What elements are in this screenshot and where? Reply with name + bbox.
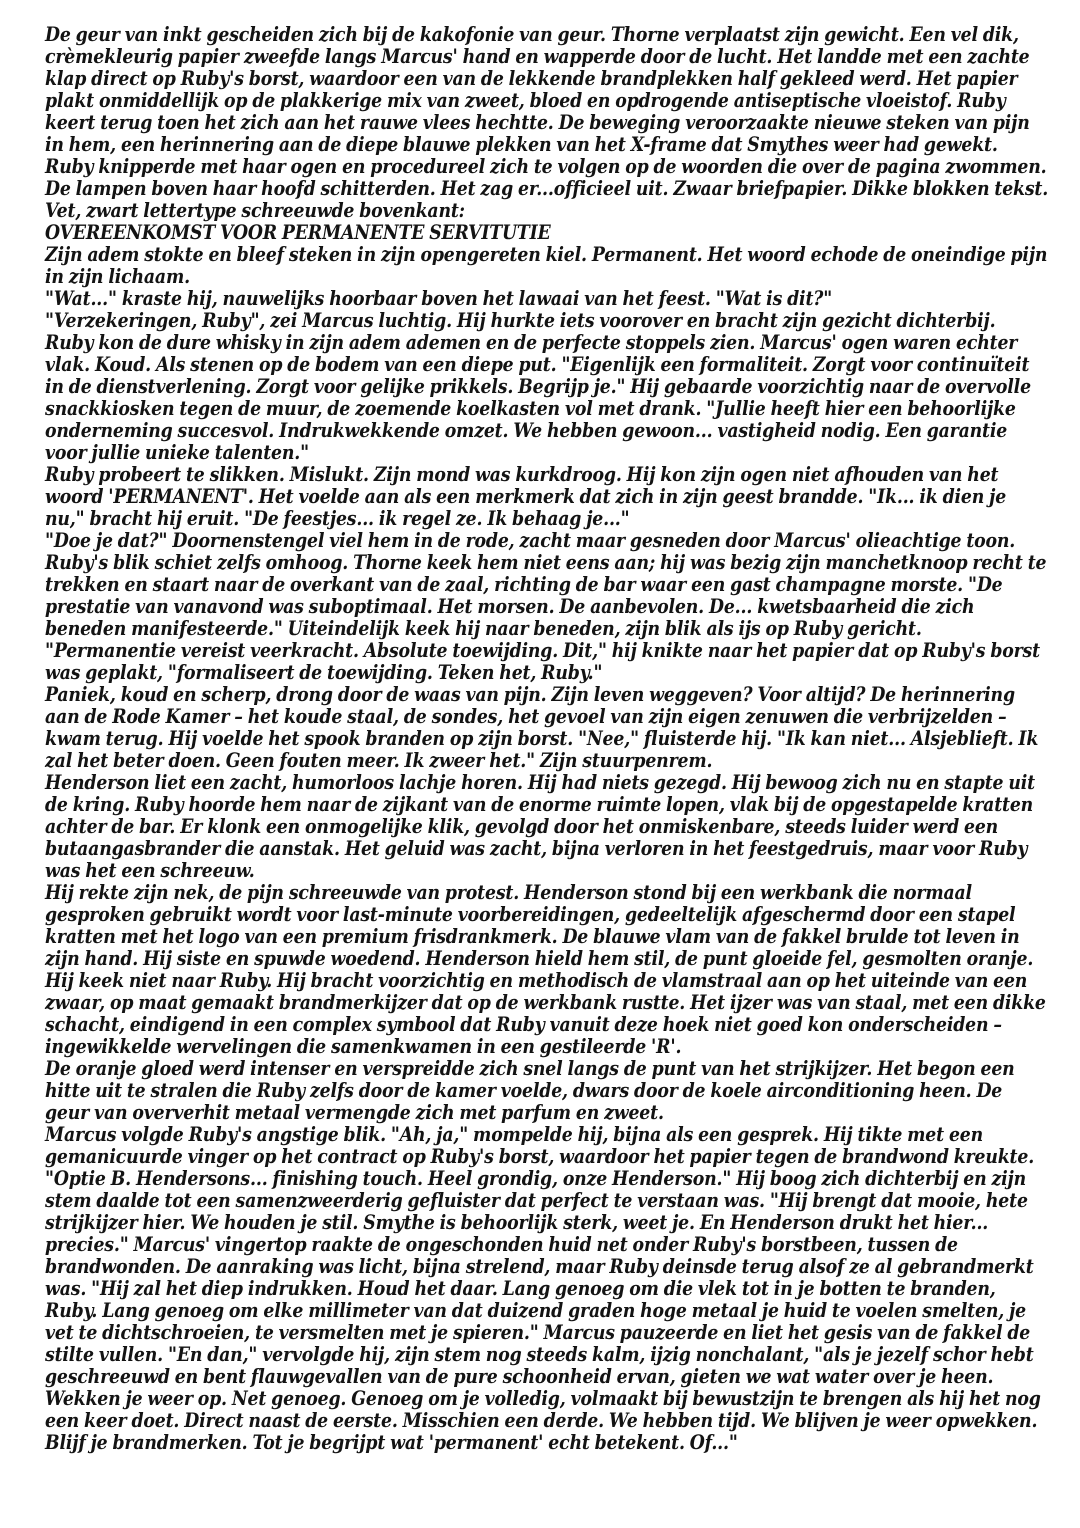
paragraph: Ruby knipperde met haar ogen en procedureel zich te volgen op de woorden die over de pagina zwommen. De lampen boven haar hoofd schitterden. Het zag er...officieel uit. Zwaar briefpapier. Dikke blokken tekst. Vet, zwart lettertype schreeuwde bovenkant: <box>45 154 1049 222</box>
paragraph: "Doe je dat?" Doornenstengel viel hem in de rode, zacht maar gesneden door Marcus' olieachtige toon. Ruby's blik schiet zelfs omhoog. Thorne keek hem niet eens aan; hij was bezig zijn manchetknoop recht te trekken en staart naar de overkant van de zaal, richting de bar waar een gast champagne morste. "De prestatie van vanavond was suboptimaal. Het morsen. De aanbevolen. De... kwetsbaarheid die zich beneden manifesteerde." Uiteindelijk keek hij naar beneden, zijn blik als ijs op Ruby gericht. "Permanentie vereist veerkracht. Absolute toewijding. Dit," hij knikte naar het papier dat op Ruby's borst was geplakt, "formaliseert de toewijding. Teken het, Ruby." <box>45 528 1047 684</box>
paragraph: De geur van inkt gescheiden zich bij de kakofonie van geur. Thorne verplaatst zijn gewicht. Een vel dik, crèmekleurig papier zweefde langs Marcus' hand en wapperde door de lucht. Het landde met een zachte klap direct op Ruby's borst, waardoor een van de lekkende brandplekken half gekleed werd. Het papier plakt onmiddellijk op de plakkerige mix van zweet, bloed en opdrogende antiseptische vloeistof. Ruby keert terug toen het zich aan het rauwe vlees hechtte. De beweging veroorzaakte nieuwe steken van pijn in hem, een herinnering aan de diepe blauwe plekken van het X-frame dat Smythes weer had gewekt. <box>45 22 1030 156</box>
paragraph: Paniek, koud en scherp, drong door de waas van pijn. Zijn leven weggeven? Voor altijd? De herinnering aan de Rode Kamer – het koude staal, de sondes, het gevoel van zijn eigen zenuwen die verbrijzelden – kwam terug. Hij voelde het spook branden op zijn borst. "Nee," fluisterde hij. "Ik kan niet... Alsjeblieft. Ik zal het beter doen. Geen fouten meer. Ik zweer het." Zijn stuurpenrem. <box>45 682 1039 772</box>
document-heading: OVEREENKOMST VOOR PERMANENTE SERVITUTIE <box>45 220 551 244</box>
paragraph: Ruby probeert te slikken. Mislukt. Zijn mond was kurkdroog. Hij kon zijn ogen niet afhouden van het woord 'PERMANENT'. Het voelde aan als een merkmerk dat zich in zijn geest brandde. "Ik... ik dien je nu," bracht hij eruit. "De feestjes... ik regel ze. Ik behaag je..." <box>45 462 1007 530</box>
paragraph: Henderson liet een zacht, humorloos lachje horen. Hij had niets gezegd. Hij bewoog zich nu en stapte uit de kring. Ruby hoorde hem naar de zijkant van de enorme ruimte lopen, vlak bij de opgestapelde kratten achter de bar. Er klonk een onmogelijke klik, gevolgd door het onmiskenbare, steeds luider werd een butaangasbrander die aanstak. Het geluid was zacht, bijna verloren in het feestgedruis, maar voor Ruby was het een schreeuw. <box>45 770 1035 882</box>
document-text <box>45 23 1048 1453</box>
paragraph: Marcus volgde Ruby's angstige blik. "Ah, ja," mompelde hij, bijna als een gesprek. Hij tikte met een gemanicuurde vinger op het contract op Ruby's borst, waardoor het papier tegen de brandwond kreukte. "Optie B. Hendersons... finishing touch. Heel grondig, onze Henderson." Hij boog zich dichterbij en zijn stem daalde tot een samenzweerderig gefluister dat perfect te verstaan was. "Hij brengt dat mooie, hete strijkijzer hier. We houden je stil. Smythe is behoorlijk sterk, weet je. En Henderson drukt het hier... precies." Marcus' vingertop raakte de ongeschonden huid net onder Ruby's borstbeen, tussen de brandwonden. De aanraking was licht, bijna strelend, maar Ruby deinsde terug alsof ze al gebrandmerkt was. "Hij zal het diep indrukken. Houd het daar. Lang genoeg om die vlek tot in je botten te branden, Ruby. Lang genoeg om elke millimeter van dat duizend graden hoge metaal je huid te voelen smelten, je vet te dichtschroeien, te versmelten met je spieren." Marcus pauzeerde en liet het gesis van de fakkel de stilte vullen. "En dan," vervolgde hij, zijn stem nog steeds kalm, ijzig nonchalant, "als je jezelf schor hebt geschreeuwd en bent flauwgevallen van de pure schoonheid ervan, gieten we wat water over je heen. Wekken je weer op. Net genoeg. Genoeg om je volledig, volmaakt bij bewustzijn te brengen als hij het nog een keer doet. Direct naast de eerste. Misschien een derde. We hebben tijd. We blijven je weer opwekken. Blijf je brandmerken. Tot je begrijpt wat 'permanent' echt betekent. Of..." <box>45 1122 1041 1454</box>
paragraph: Hij rekte zijn nek, de pijn schreeuwde van protest. Henderson stond bij een werkbank die normaal gesproken gebruikt wordt voor last-minute voorbereidingen, gedeeltelijk afgeschermd door een stapel kratten met het logo van een premium frisdrankmerk. De blauwe vlam van de fakkel brulde tot leven in zijn hand. Hij siste en spuwde woedend. Henderson hield hem stil, de punt gloeide fel, gesmolten oranje. Hij keek niet naar Ruby. Hij bracht voorzichtig en methodisch de vlamstraal aan op het uiteinde van een zwaar, op maat gemaakt brandmerkijzer dat op de werkbank rustte. Het ijzer was van staal, met een dikke schacht, eindigend in een complex symbool dat Ruby vanuit deze hoek niet goed kon onderscheiden – ingewikkelde wervelingen die samenkwamen in een gestileerde 'R'. <box>45 880 1046 1058</box>
paragraph: Zijn adem stokte en bleef steken in zijn opengereten kiel. Permanent. Het woord echode de oneindige pijn in zijn lichaam. <box>45 242 1048 288</box>
paragraph: De oranje gloed werd intenser en verspreidde zich snel langs de punt van het strijkijzer. Het begon een hitte uit te stralen die Ruby zelfs door de kamer voelde, dwars door de koele airconditioning heen. De geur van oververhit metaal vermengde zich met parfum en zweet. <box>45 1056 1015 1124</box>
paragraph: "Wat..." kraste hij, nauwelijks hoorbaar boven het lawaai van het feest. "Wat is dit?" <box>45 286 833 310</box>
paragraph: "Verzekeringen, Ruby", zei Marcus luchtig. Hij hurkte iets voorover en bracht zijn gezicht dichterbij. Ruby kon de dure whisky in zijn adem ademen en de perfecte stoppels zien. Marcus' ogen waren echter vlak. Koud. Als stenen op de bodem van een diepe put. "Eigenlijk een formaliteit. Zorgt voor continuïteit in de dienstverlening. Zorgt voor gelijke prikkels. Begrijp je." Hij gebaarde voorzichtig naar de overvolle snackkiosken tegen de muur, de zoemende koelkasten vol met drank. "Jullie heeft hier een behoorlijke onderneming succesvol. Indrukwekkende omzet. We hebben gewoon... vastigheid nodig. Een garantie voor jullie unieke talenten." <box>45 308 1031 464</box>
